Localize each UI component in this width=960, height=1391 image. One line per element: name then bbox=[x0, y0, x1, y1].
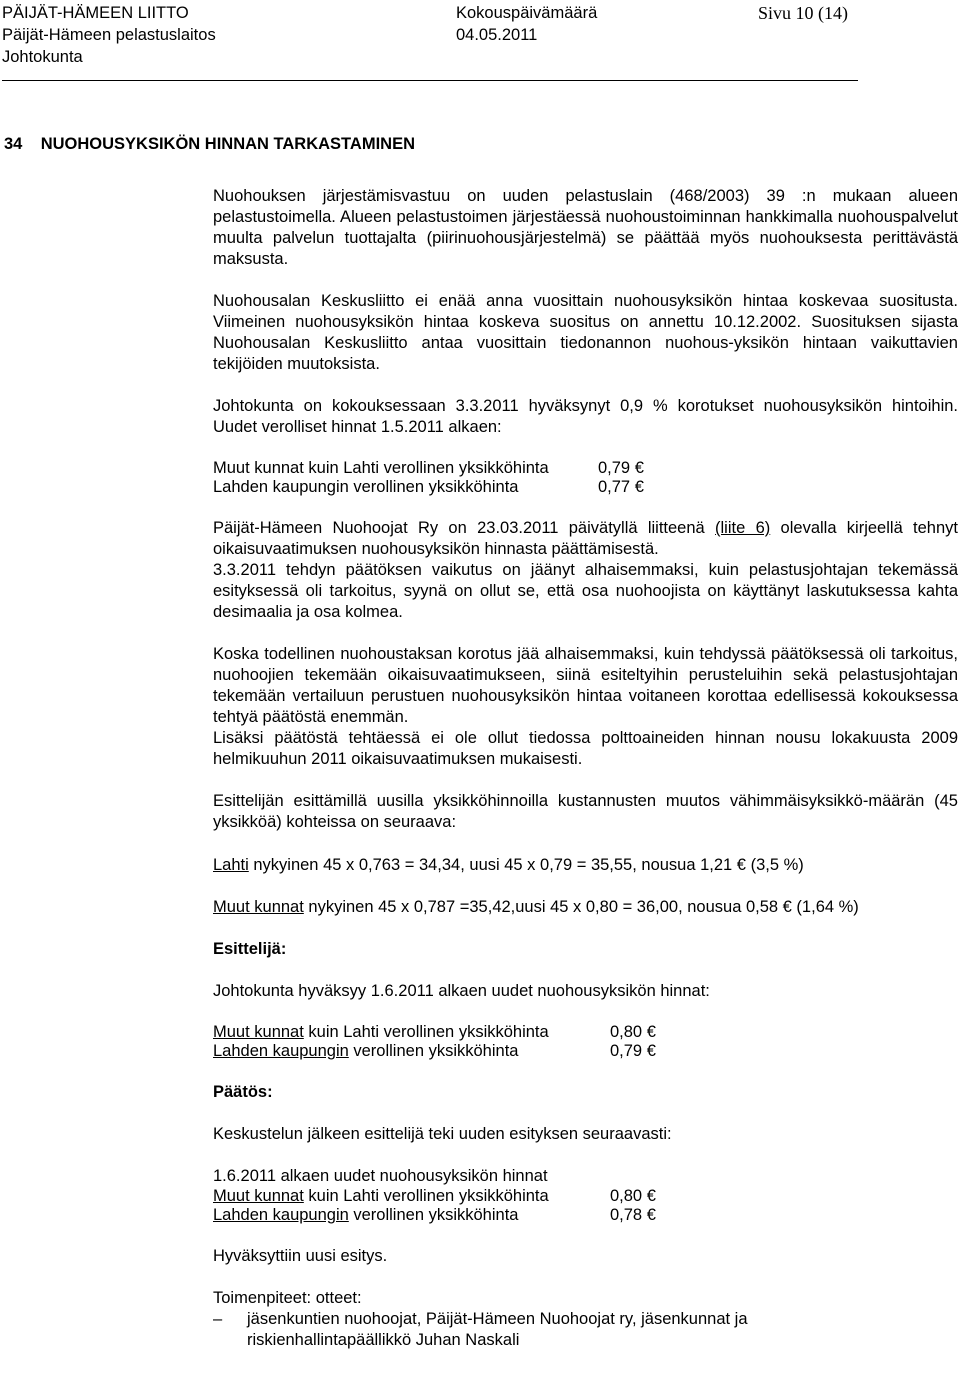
paragraph-cost-change: Esittelijän esittämillä uusilla yksikköhinnoilla kustannusten muutos vähimmäisyksikkö-määrän (45 yksikköä) kohteissa on seuraava: bbox=[213, 792, 958, 831]
paragraph-appeal: Päijät-Hämeen Nuohoojat Ry on 23.03.2011 päivätyllä liitteenä (liite 6) olevalla kirjeellä tehnyt oikaisuvaatimuksen nuohousyksikön hinnasta päättämisestä. bbox=[213, 519, 958, 558]
section-title: 34 NUOHOUSYKSIKÖN HINNAN TARKASTAMINEN bbox=[4, 135, 415, 153]
actions-line: – jäsenkuntien nuohoojat, Päijät-Hämeen Nuohoojat ry, jäsenkunnat ja bbox=[213, 1310, 748, 1328]
dash-bullet: – bbox=[213, 1310, 223, 1328]
price-row bbox=[213, 1042, 958, 1061]
price-value: 0,77 € bbox=[598, 478, 644, 496]
paragraph-fuel-prices: Lisäksi päätöstä tehtäessä ei ole ollut tiedossa polttoaineiden hinnan nousu lokakuusta 2009 helmikuuhun 2011 oikaisuvaatimuksen mukaisesti. bbox=[213, 729, 958, 768]
price-list-decision bbox=[213, 1187, 958, 1225]
paragraph-recommendation: Nuohousalan Keskusliitto ei enää anna vuosittain nuohousyksikön hintaa koskevaa suositusta. Viimeinen nuohousyksikön hintaa koskeva suositus on annettu 10.12.2002. Suosituksen sijasta Nuohousalan Keskusliitto antaa vuosittain tiedonannon nuohous-yksikön hintaan vaikuttavien tekijöiden muutoksista. bbox=[213, 292, 958, 373]
price-label: Lahden kaupungin verollinen yksikköhinta bbox=[213, 1206, 519, 1224]
price-label: Muut kunnat kuin Lahti verollinen yksikköhinta bbox=[213, 459, 549, 477]
price-row bbox=[213, 1206, 958, 1225]
paragraph-previous-decision: Johtokunta on kokouksessaan 3.3.2011 hyväksynyt 0,9 % korotukset nuohousyksikön hintoihin. Uudet verolliset hinnat 1.5.2011 alkaen: bbox=[213, 397, 958, 436]
price-label: Muut kunnat kuin Lahti verollinen yksikköhinta bbox=[213, 1187, 549, 1205]
price-row bbox=[213, 1023, 958, 1042]
paragraph-approved: Hyväksyttiin uusi esitys. bbox=[213, 1247, 388, 1265]
price-label: Muut kunnat kuin Lahti verollinen yksikköhinta bbox=[213, 1023, 549, 1041]
price-value: 0,78 € bbox=[610, 1206, 656, 1224]
price-row bbox=[213, 478, 958, 497]
price-value: 0,79 € bbox=[598, 459, 644, 477]
actions-label: Toimenpiteet: otteet: bbox=[213, 1289, 362, 1307]
price-value: 0,80 € bbox=[610, 1187, 656, 1205]
price-value: 0,79 € bbox=[610, 1042, 656, 1060]
paragraph-reasoning: Koska todellinen nuohoustaksan korotus jää alhaisemmaksi, kuin tehdyssä päätöksessä oli tarkoitus, nuohoojien tekemään oikaisuvaatimukseen, siinä esiteltyihin perusteluihin sekä pelastusjohtajan tekemään vertailuun perustuen nuohousyksikön hintaa voitaneen korottaa edellisessä kokouksessa tehtyä päätöstä enemmän. bbox=[213, 645, 958, 726]
calc-lahti: Lahti nykyinen 45 x 0,763 = 34,34, uusi 45 x 0,79 = 35,55, nousua 1,21 € (3,5 %) bbox=[213, 856, 804, 874]
paragraph-proposal: Johtokunta hyväksyy 1.6.2011 alkaen uudet nuohousyksikön hinnat: bbox=[213, 982, 710, 1000]
header-divider bbox=[2, 80, 858, 81]
header-page-number: Sivu 10 (14) bbox=[758, 3, 848, 23]
price-row bbox=[213, 459, 958, 478]
esittelija-heading: Esittelijä: bbox=[213, 940, 287, 958]
price-row bbox=[213, 1187, 958, 1206]
header-date: 04.05.2011 bbox=[456, 26, 538, 44]
attachment-link[interactable]: (liite 6) bbox=[715, 519, 771, 537]
price-list-current bbox=[213, 459, 958, 497]
header-org: PÄIJÄT-HÄMEEN LIITTO bbox=[2, 4, 189, 22]
header-dept: Päijät-Hämeen pelastuslaitos bbox=[2, 26, 216, 44]
paatos-heading: Päätös: bbox=[213, 1083, 273, 1101]
paragraph-responsibility: Nuohouksen järjestämisvastuu on uuden pelastuslain (468/2003) 39 :n mukaan alueen pelastustoimella. Alueen pelastustoimen järjestäessä nuohoustoiminnan hankkimalla nuohouspalvelut muulta palvelun tuottajalta (piirinuohousjärjestelmä) se päättää myös nuohouksesta perittävästä maksusta. bbox=[213, 187, 958, 268]
paragraph-new-proposal: Keskustelun jälkeen esittelijä teki uuden esityksen seuraavasti: bbox=[213, 1125, 672, 1143]
actions-line: riskienhallintapäällikkö Juhan Naskali bbox=[247, 1331, 520, 1349]
header-date-label: Kokouspäivämäärä bbox=[456, 4, 598, 22]
document-body bbox=[213, 186, 958, 1351]
header-body: Johtokunta bbox=[2, 48, 83, 66]
price-label: Lahden kaupungin verollinen yksikköhinta bbox=[213, 1042, 519, 1060]
price-label: Lahden kaupungin verollinen yksikköhinta bbox=[213, 478, 519, 496]
calc-muut-kunnat: Muut kunnat nykyinen 45 x 0,787 =35,42,uusi 45 x 0,80 = 36,00, nousua 0,58 € (1,64 %) bbox=[213, 898, 859, 916]
paragraph-new-prices-heading: 1.6.2011 alkaen uudet nuohousyksikön hinnat bbox=[213, 1167, 548, 1185]
price-value: 0,80 € bbox=[610, 1023, 656, 1041]
paragraph-effect: 3.3.2011 tehdyn päätöksen vaikutus on jäänyt alhaisemmaksi, kuin pelastusjohtajan tekemässä esityksessä oli tarkoitus, syynä on ollut se, että osa nuohoojista on käyttänyt laskutuksessa kahta desimaalia ja osa kolmea. bbox=[213, 561, 958, 621]
price-list-proposal bbox=[213, 1023, 958, 1061]
